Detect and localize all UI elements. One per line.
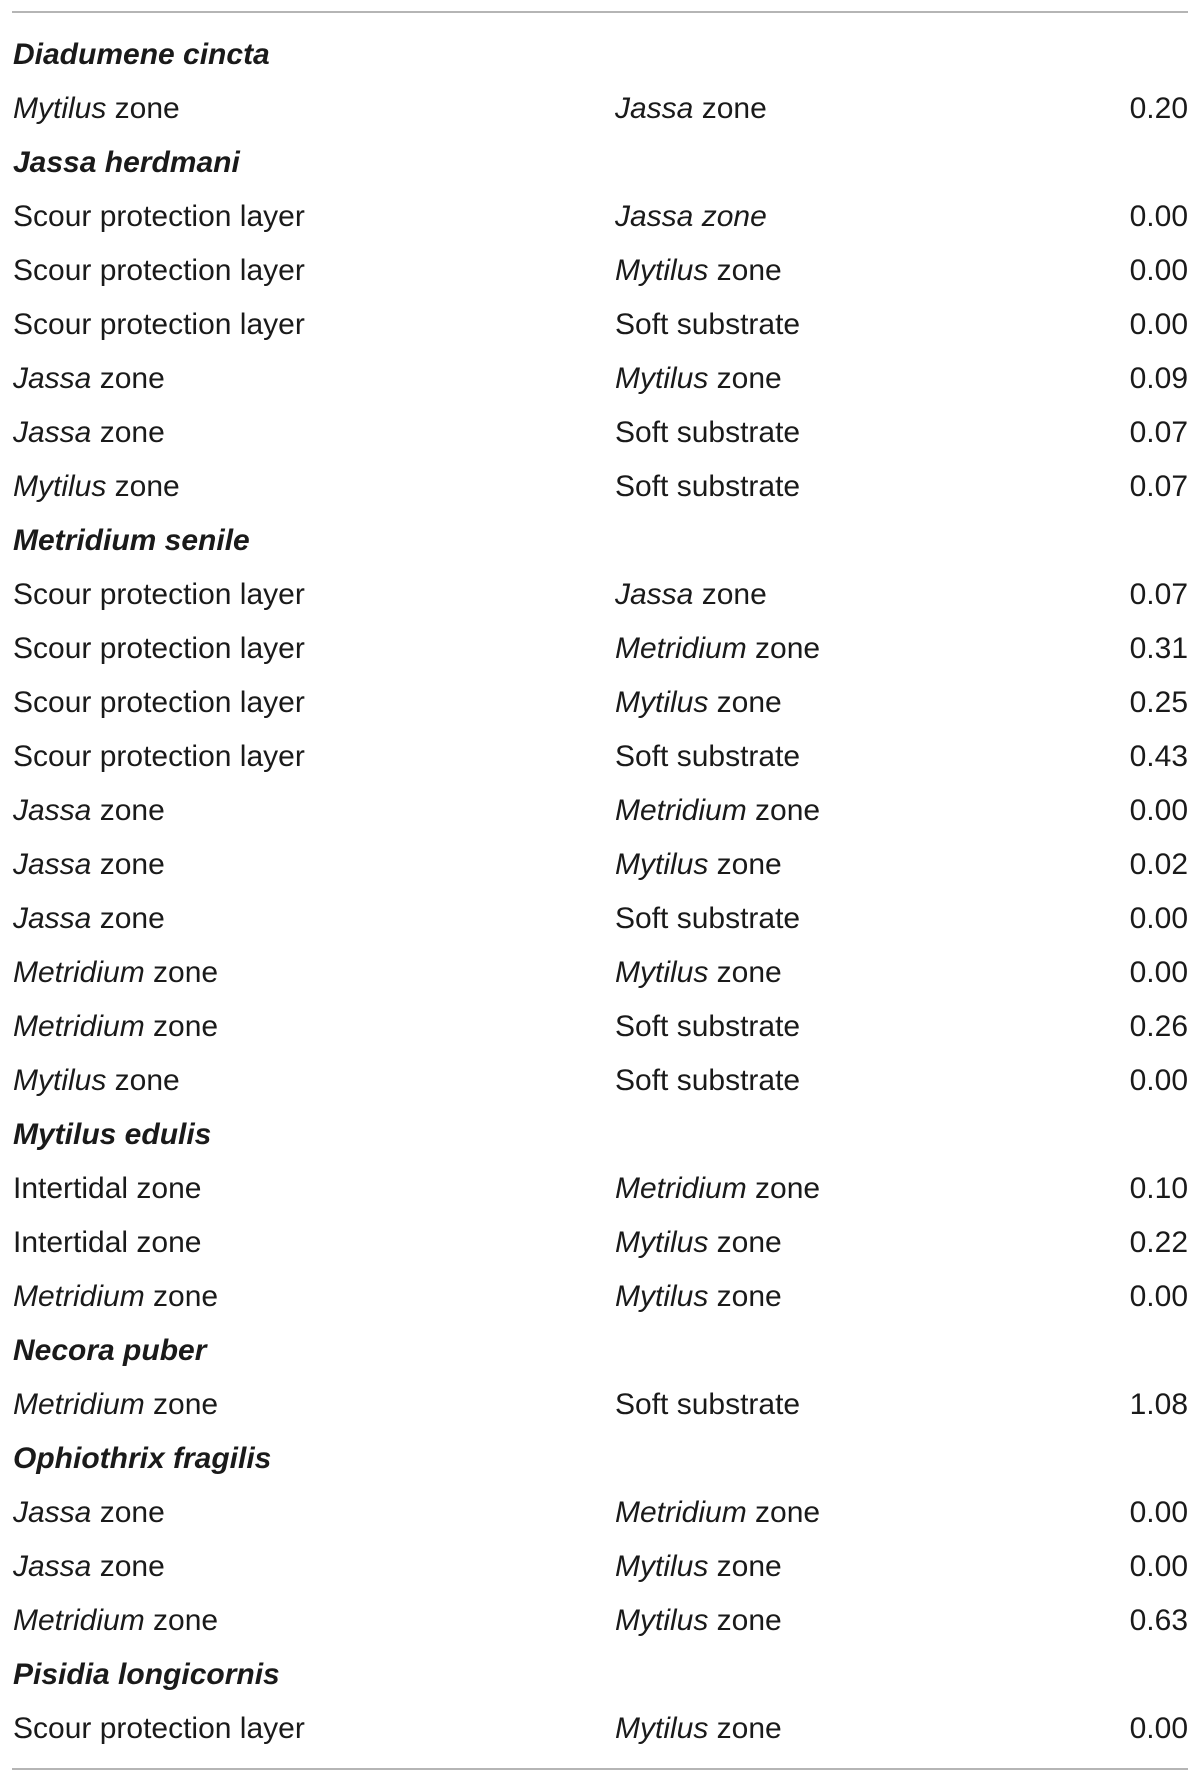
zone-italic-text: Jassa	[13, 416, 92, 449]
value-cell: 0.26	[1129, 1010, 1188, 1043]
from-zone-cell	[13, 1486, 165, 1540]
zone-text: zone	[144, 1388, 219, 1421]
to-zone-cell	[615, 1270, 782, 1324]
to-zone-cell	[615, 892, 800, 946]
zone-italic-text: Mytilus	[615, 1712, 709, 1745]
table-row	[12, 946, 1188, 1000]
to-zone-cell	[615, 1054, 800, 1108]
zone-text: zone	[91, 794, 165, 827]
table-row	[12, 1540, 1188, 1594]
species-name: Mytilus edulis	[13, 1118, 212, 1151]
table-row	[12, 244, 1188, 298]
to-zone-cell	[615, 1594, 782, 1648]
zone-italic-text: Mytilus	[615, 956, 709, 989]
from-zone-cell	[13, 244, 305, 298]
table-row	[12, 190, 1188, 244]
zone-text: Scour protection layer	[13, 1712, 305, 1745]
zone-italic-text: Jassa	[13, 1496, 92, 1529]
to-zone-cell	[615, 460, 800, 514]
zone-text: zone	[144, 956, 219, 989]
zone-text: zone	[708, 848, 782, 881]
table-row	[12, 784, 1188, 838]
value-cell: 0.00	[1129, 1280, 1188, 1313]
value-cell: 0.00	[1129, 794, 1188, 827]
zone-text: Scour protection layer	[13, 200, 305, 233]
from-zone-cell	[13, 1270, 218, 1324]
value-cell: 0.00	[1129, 902, 1188, 935]
zone-italic-text: Jassa	[13, 362, 92, 395]
zone-italic-text: Metridium	[13, 956, 145, 989]
to-zone-cell	[615, 1000, 800, 1054]
zone-text: zone	[91, 1550, 165, 1583]
species-name: Pisidia longicornis	[13, 1658, 280, 1691]
from-zone-cell	[13, 1594, 218, 1648]
value-cell: 0.20	[1129, 92, 1188, 125]
table-row	[12, 298, 1188, 352]
zone-text: Intertidal zone	[13, 1226, 202, 1259]
zone-text: zone	[91, 416, 165, 449]
table-row	[12, 1162, 1188, 1216]
to-zone-cell	[615, 730, 800, 784]
species-heading-row	[12, 1324, 1188, 1378]
zone-italic-text: Mytilus	[615, 1280, 709, 1313]
table-row	[12, 1486, 1188, 1540]
zone-italic-text: Metridium	[615, 1172, 747, 1205]
value-cell: 0.25	[1129, 686, 1188, 719]
to-zone-cell	[615, 190, 767, 244]
to-zone-cell	[615, 1378, 800, 1432]
zone-text: zone	[708, 362, 782, 395]
table-row	[12, 1054, 1188, 1108]
zone-text: zone	[708, 1226, 782, 1259]
zone-text: Soft substrate	[615, 470, 801, 503]
zone-italic-text: Mytilus	[13, 92, 107, 125]
zone-italic-text: Metridium	[615, 632, 747, 665]
zone-text: Soft substrate	[615, 740, 801, 773]
value-cell: 0.63	[1129, 1604, 1188, 1637]
zone-text: zone	[106, 92, 180, 125]
to-zone-cell	[615, 352, 782, 406]
bottom-rule	[12, 1768, 1188, 1770]
zone-italic-text: Jassa zone	[615, 200, 767, 233]
to-zone-cell	[615, 676, 782, 730]
zone-text: zone	[708, 1604, 782, 1637]
zone-text: zone	[746, 1172, 821, 1205]
to-zone-cell	[615, 1702, 782, 1756]
zone-text: zone	[144, 1604, 219, 1637]
zone-italic-text: Jassa	[13, 794, 92, 827]
zone-text: zone	[144, 1010, 219, 1043]
to-zone-cell	[615, 838, 782, 892]
to-zone-cell	[615, 784, 820, 838]
zone-text: Intertidal zone	[13, 1172, 202, 1205]
value-cell: 0.00	[1129, 1550, 1188, 1583]
species-heading-row	[12, 1648, 1188, 1702]
zone-italic-text: Jassa	[615, 92, 694, 125]
species-name: Metridium senile	[13, 524, 250, 557]
from-zone-cell	[13, 352, 165, 406]
to-zone-cell	[615, 622, 820, 676]
from-zone-cell	[13, 406, 165, 460]
zone-text: Scour protection layer	[13, 308, 305, 341]
zone-italic-text: Mytilus	[13, 1064, 107, 1097]
zone-italic-text: Metridium	[13, 1388, 145, 1421]
to-zone-cell	[615, 568, 767, 622]
zone-text: zone	[144, 1280, 219, 1313]
to-zone-cell	[615, 298, 800, 352]
species-name: Diadumene cincta	[13, 38, 270, 71]
to-zone-cell	[615, 1540, 782, 1594]
zone-text: Soft substrate	[615, 308, 801, 341]
from-zone-cell	[13, 622, 305, 676]
value-cell: 0.07	[1129, 416, 1188, 449]
value-cell: 0.10	[1129, 1172, 1188, 1205]
zone-italic-text: Jassa	[13, 902, 92, 935]
zone-text: Soft substrate	[615, 1010, 801, 1043]
value-cell: 0.00	[1129, 200, 1188, 233]
species-heading-row	[12, 1108, 1188, 1162]
zone-italic-text: Metridium	[13, 1010, 145, 1043]
table-row	[12, 1216, 1188, 1270]
zone-italic-text: Mytilus	[615, 254, 709, 287]
to-zone-cell	[615, 1486, 820, 1540]
table-row	[12, 82, 1188, 136]
zone-text: zone	[746, 794, 821, 827]
from-zone-cell	[13, 784, 165, 838]
from-zone-cell	[13, 1054, 180, 1108]
zone-text: zone	[708, 254, 782, 287]
table-row	[12, 352, 1188, 406]
zone-text: Soft substrate	[615, 1388, 801, 1421]
table-row	[12, 1702, 1188, 1756]
zone-text: zone	[708, 956, 782, 989]
zone-text: zone	[693, 92, 767, 125]
zone-text: zone	[91, 1496, 165, 1529]
table-row	[12, 838, 1188, 892]
to-zone-cell	[615, 946, 782, 1000]
from-zone-cell	[13, 730, 305, 784]
zone-italic-text: Mytilus	[615, 1604, 709, 1637]
value-cell: 0.07	[1129, 578, 1188, 611]
zone-text: zone	[106, 470, 180, 503]
to-zone-cell	[615, 82, 767, 136]
from-zone-cell	[13, 82, 180, 136]
table-row	[12, 1378, 1188, 1432]
zone-text: zone	[91, 902, 165, 935]
from-zone-cell	[13, 190, 305, 244]
zone-italic-text: Metridium	[13, 1280, 145, 1313]
table-row	[12, 676, 1188, 730]
zone-text: zone	[708, 1280, 782, 1313]
table-row	[12, 460, 1188, 514]
from-zone-cell	[13, 892, 165, 946]
value-cell: 0.00	[1129, 308, 1188, 341]
zone-text: Scour protection layer	[13, 632, 305, 665]
from-zone-cell	[13, 1162, 201, 1216]
value-cell: 0.22	[1129, 1226, 1188, 1259]
value-cell: 0.00	[1129, 254, 1188, 287]
table-row	[12, 406, 1188, 460]
zone-text: Scour protection layer	[13, 686, 305, 719]
top-rule	[12, 11, 1188, 13]
zone-italic-text: Mytilus	[615, 686, 709, 719]
zone-italic-text: Mytilus	[615, 362, 709, 395]
zone-italic-text: Metridium	[615, 794, 747, 827]
value-cell: 0.00	[1129, 1712, 1188, 1745]
value-cell: 0.31	[1129, 632, 1188, 665]
table-row	[12, 568, 1188, 622]
to-zone-cell	[615, 1162, 820, 1216]
zone-text: zone	[708, 1712, 782, 1745]
zone-text: Soft substrate	[615, 1064, 801, 1097]
zone-italic-text: Jassa	[615, 578, 694, 611]
table-row	[12, 622, 1188, 676]
from-zone-cell	[13, 838, 165, 892]
to-zone-cell	[615, 244, 782, 298]
from-zone-cell	[13, 1216, 201, 1270]
zone-text: zone	[746, 632, 821, 665]
table-row	[12, 1000, 1188, 1054]
zone-text: Scour protection layer	[13, 740, 305, 773]
value-cell: 0.00	[1129, 956, 1188, 989]
value-cell: 0.00	[1129, 1496, 1188, 1529]
zone-text: Soft substrate	[615, 902, 801, 935]
to-zone-cell	[615, 1216, 782, 1270]
zone-italic-text: Mytilus	[615, 848, 709, 881]
from-zone-cell	[13, 1540, 165, 1594]
zone-italic-text: Mytilus	[615, 1550, 709, 1583]
to-zone-cell	[615, 406, 800, 460]
species-name: Ophiothrix fragilis	[13, 1442, 272, 1475]
zone-text: Soft substrate	[615, 416, 801, 449]
zone-text: zone	[91, 848, 165, 881]
species-heading-row	[12, 136, 1188, 190]
from-zone-cell	[13, 1378, 218, 1432]
table-row	[12, 730, 1188, 784]
zone-text: Scour protection layer	[13, 578, 305, 611]
zone-italic-text: Metridium	[615, 1496, 747, 1529]
value-cell: 0.07	[1129, 470, 1188, 503]
zone-text: zone	[91, 362, 165, 395]
zone-italic-text: Metridium	[13, 1604, 145, 1637]
value-cell: 0.00	[1129, 1064, 1188, 1097]
from-zone-cell	[13, 460, 180, 514]
zone-italic-text: Jassa	[13, 1550, 92, 1583]
from-zone-cell	[13, 1000, 218, 1054]
species-name: Jassa herdmani	[13, 146, 240, 179]
zone-text: zone	[708, 1550, 782, 1583]
species-name: Necora puber	[13, 1334, 207, 1367]
zone-italic-text: Mytilus	[615, 1226, 709, 1259]
value-cell: 0.09	[1129, 362, 1188, 395]
zone-italic-text: Jassa	[13, 848, 92, 881]
zone-text: zone	[106, 1064, 180, 1097]
zone-text: Scour protection layer	[13, 254, 305, 287]
table-body	[12, 28, 1188, 1756]
zone-text: zone	[708, 686, 782, 719]
from-zone-cell	[13, 946, 218, 1000]
species-heading-row	[12, 514, 1188, 568]
from-zone-cell	[13, 676, 305, 730]
value-cell: 0.43	[1129, 740, 1188, 773]
table-row	[12, 1594, 1188, 1648]
data-table	[12, 0, 1188, 1782]
value-cell: 1.08	[1129, 1388, 1188, 1421]
zone-italic-text: Mytilus	[13, 470, 107, 503]
species-heading-row	[12, 1432, 1188, 1486]
zone-text: zone	[693, 578, 767, 611]
table-row	[12, 892, 1188, 946]
value-cell: 0.02	[1129, 848, 1188, 881]
from-zone-cell	[13, 1702, 305, 1756]
zone-text: zone	[746, 1496, 821, 1529]
species-heading-row	[12, 28, 1188, 82]
from-zone-cell	[13, 568, 305, 622]
from-zone-cell	[13, 298, 305, 352]
table-row	[12, 1270, 1188, 1324]
